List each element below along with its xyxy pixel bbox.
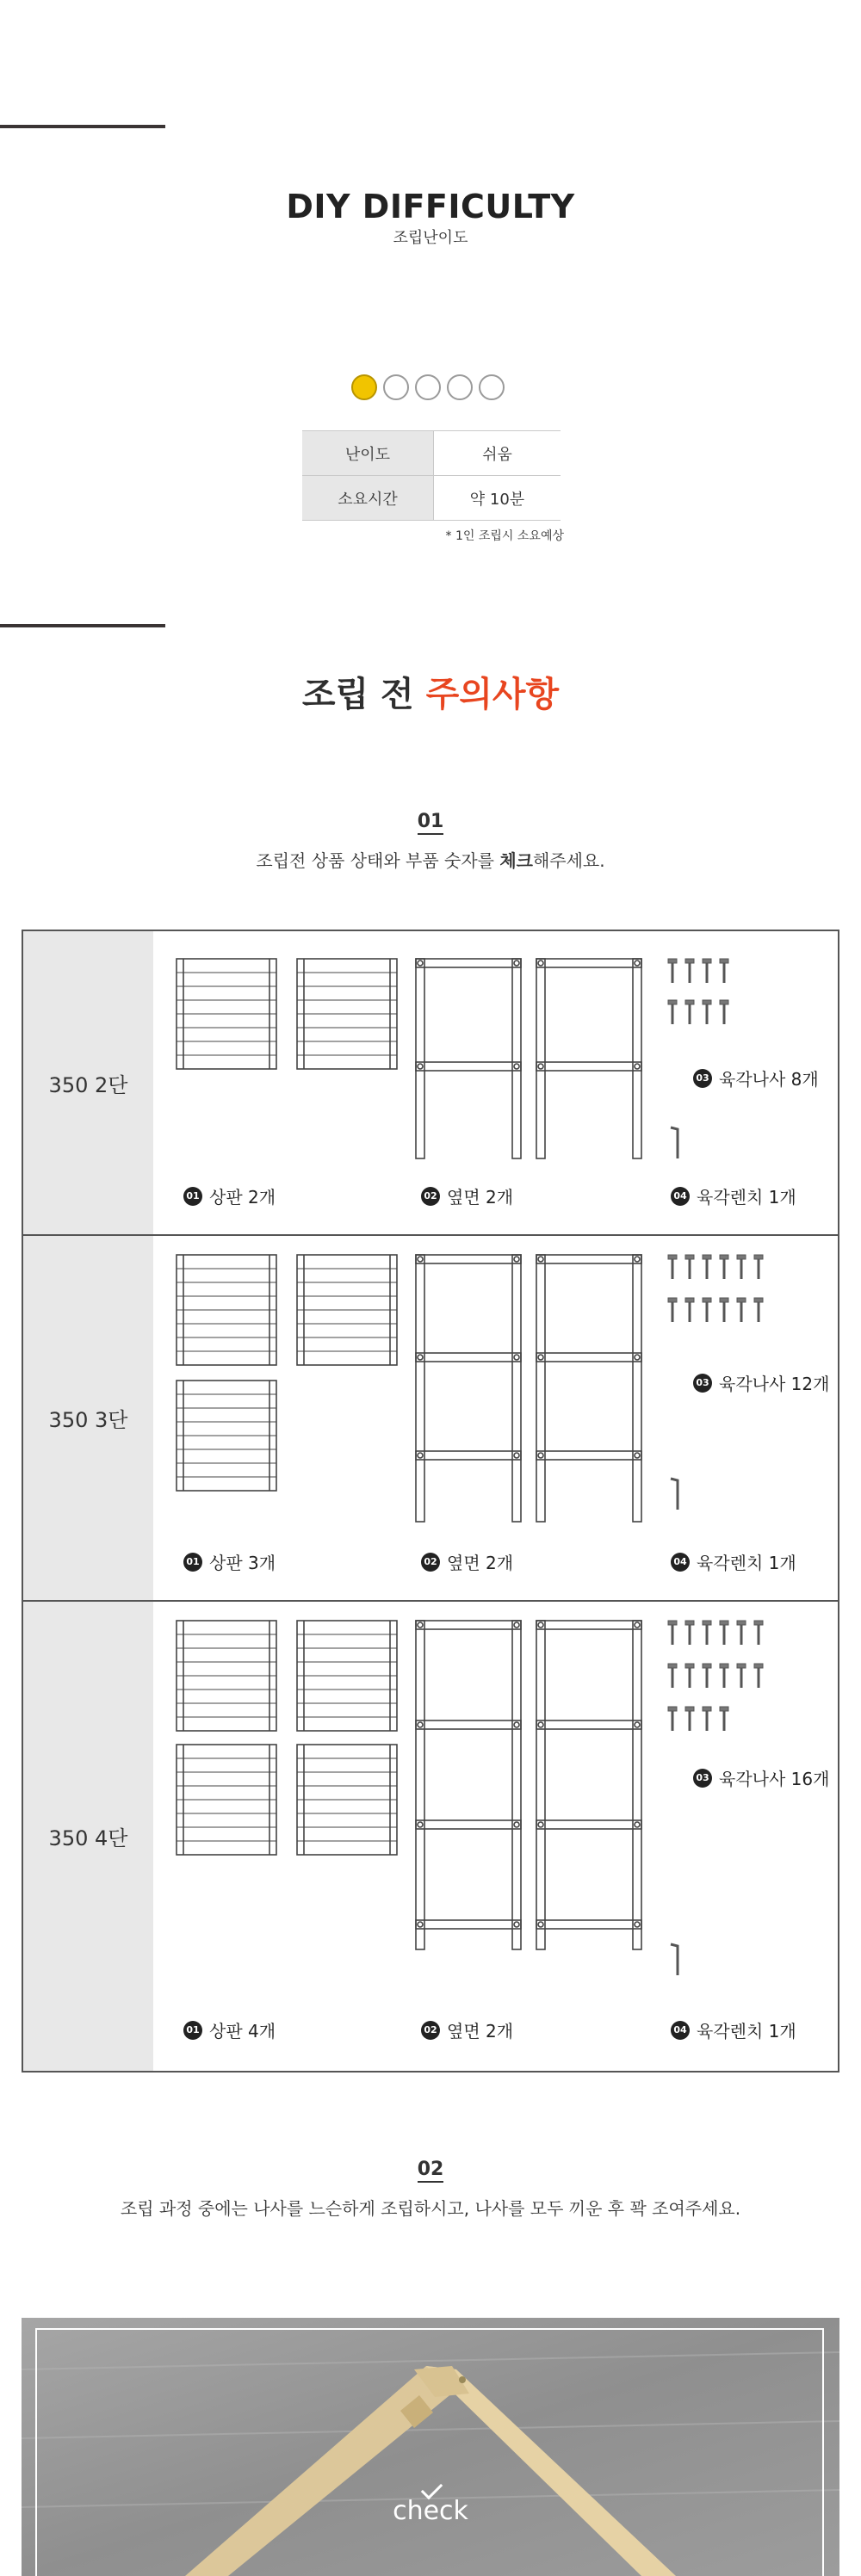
side-frame-icon — [536, 1255, 641, 1522]
caution-title-accent: 주의사항 — [425, 675, 560, 714]
shelf-panel-icon — [297, 1621, 397, 1731]
caution-title-main: 조립 전 — [301, 675, 426, 714]
rating-dot-empty — [383, 374, 409, 400]
parts-table — [22, 930, 839, 2073]
step-number — [0, 2159, 861, 2180]
side-count: 옆면 2개 — [447, 1553, 514, 1573]
wrench-caption — [671, 2017, 796, 2042]
parts-row-label: 350 4단 — [23, 1602, 153, 2071]
step-text-part: 해주세요. — [532, 850, 605, 871]
wrench-count: 육각렌치 1개 — [697, 1553, 796, 1573]
assembly-photo — [22, 2318, 839, 2576]
screw-count: 육각나사 16개 — [719, 1769, 830, 1789]
step-number-text: 02 — [418, 2159, 444, 2183]
difficulty-subtitle: 조립난이도 — [393, 229, 468, 247]
difficulty-note: * 1인 조립시 소요예상 — [445, 529, 564, 543]
shelf-panel-icon — [297, 959, 397, 1069]
item-number-badge: 01 — [183, 2021, 202, 2040]
shelf-panel-icon — [177, 1621, 276, 1731]
item-number-badge: 03 — [693, 1069, 712, 1088]
caution-title — [0, 667, 861, 716]
screw-caption — [693, 1765, 829, 1790]
side-count: 옆면 2개 — [447, 2021, 514, 2042]
shelf-panel-icon — [177, 959, 276, 1069]
screw-icon — [668, 959, 728, 1024]
step-text-part: 조립전 상품 상태와 부품 숫자를 — [256, 850, 500, 871]
hex-wrench-icon — [671, 1479, 678, 1510]
wrench-caption — [671, 1183, 796, 1208]
screw-icon — [668, 1621, 763, 1731]
rating-dot-empty — [479, 374, 505, 400]
table-value: 쉬움 — [434, 431, 561, 476]
parts-illustration — [23, 1236, 838, 1602]
item-number-badge: 04 — [671, 1553, 690, 1572]
screw-count: 육각나사 8개 — [719, 1069, 819, 1090]
item-number-badge: 01 — [183, 1553, 202, 1572]
shelf-count: 상판 3개 — [209, 1553, 276, 1573]
section-divider — [0, 125, 165, 128]
item-number-badge: 04 — [671, 1187, 690, 1206]
rating-dot-empty — [415, 374, 441, 400]
difficulty-rating — [351, 374, 505, 400]
wrench-count: 육각렌치 1개 — [697, 2021, 796, 2042]
item-number-badge: 02 — [421, 1187, 440, 1206]
screw-count: 육각나사 12개 — [719, 1374, 830, 1394]
shelf-count: 상판 2개 — [209, 1187, 276, 1208]
shelf-caption — [183, 2017, 276, 2042]
item-number-badge: 03 — [693, 1769, 712, 1788]
parts-row — [23, 931, 838, 1236]
parts-row — [23, 1602, 838, 2071]
shelf-panel-icon — [177, 1745, 276, 1855]
parts-row — [23, 1236, 838, 1602]
table-key: 소요시간 — [302, 476, 434, 521]
table-key: 난이도 — [302, 431, 434, 476]
item-number-badge: 03 — [693, 1374, 712, 1393]
step-text — [0, 847, 861, 872]
shelf-panel-icon — [177, 1255, 276, 1365]
parts-row-label: 350 2단 — [23, 931, 153, 1234]
step-text-bold: 체크 — [499, 850, 533, 871]
photo-frame — [35, 2328, 824, 2576]
step-number-text: 01 — [418, 811, 444, 835]
shelf-count: 상판 4개 — [209, 2021, 276, 2042]
difficulty-title: DIY DIFFICULTY — [286, 188, 575, 225]
item-number-badge: 01 — [183, 1187, 202, 1206]
photo-caption: check — [393, 2496, 468, 2526]
table-value: 약 10분 — [434, 476, 561, 521]
side-caption — [421, 1183, 513, 1208]
item-number-badge: 02 — [421, 1553, 440, 1572]
difficulty-table — [302, 430, 561, 521]
section-divider — [0, 624, 165, 627]
parts-row-label: 350 3단 — [23, 1236, 153, 1600]
screw-caption — [693, 1370, 829, 1395]
side-caption — [421, 1549, 513, 1574]
rating-dot-empty — [447, 374, 473, 400]
shelf-panel-icon — [177, 1381, 276, 1491]
table-row — [302, 476, 561, 521]
shelf-panel-icon — [297, 1745, 397, 1855]
screw-icon — [668, 1255, 763, 1322]
rating-dot-filled — [351, 374, 377, 400]
side-frame-icon — [536, 1621, 641, 1949]
step-number — [0, 811, 861, 832]
wrench-caption — [671, 1549, 796, 1574]
screw-caption — [693, 1066, 819, 1090]
side-count: 옆면 2개 — [447, 1187, 514, 1208]
wrench-count: 육각렌치 1개 — [697, 1187, 796, 1208]
parts-illustration — [23, 1602, 838, 2071]
side-frame-icon — [416, 1255, 521, 1522]
side-frame-icon — [416, 959, 521, 1158]
side-frame-icon — [416, 1621, 521, 1949]
side-frame-icon — [536, 959, 641, 1158]
step-text: 조립 과정 중에는 나사를 느슨하게 조립하시고, 나사를 모두 끼운 후 꽉 조여주세요. — [120, 2198, 741, 2219]
item-number-badge: 04 — [671, 2021, 690, 2040]
shelf-panel-icon — [297, 1255, 397, 1365]
hex-wrench-icon — [671, 1944, 678, 1975]
shelf-caption — [183, 1183, 276, 1208]
hex-wrench-icon — [671, 1127, 678, 1158]
shelf-caption — [183, 1549, 276, 1574]
table-row — [302, 431, 561, 476]
side-caption — [421, 2017, 513, 2042]
item-number-badge: 02 — [421, 2021, 440, 2040]
